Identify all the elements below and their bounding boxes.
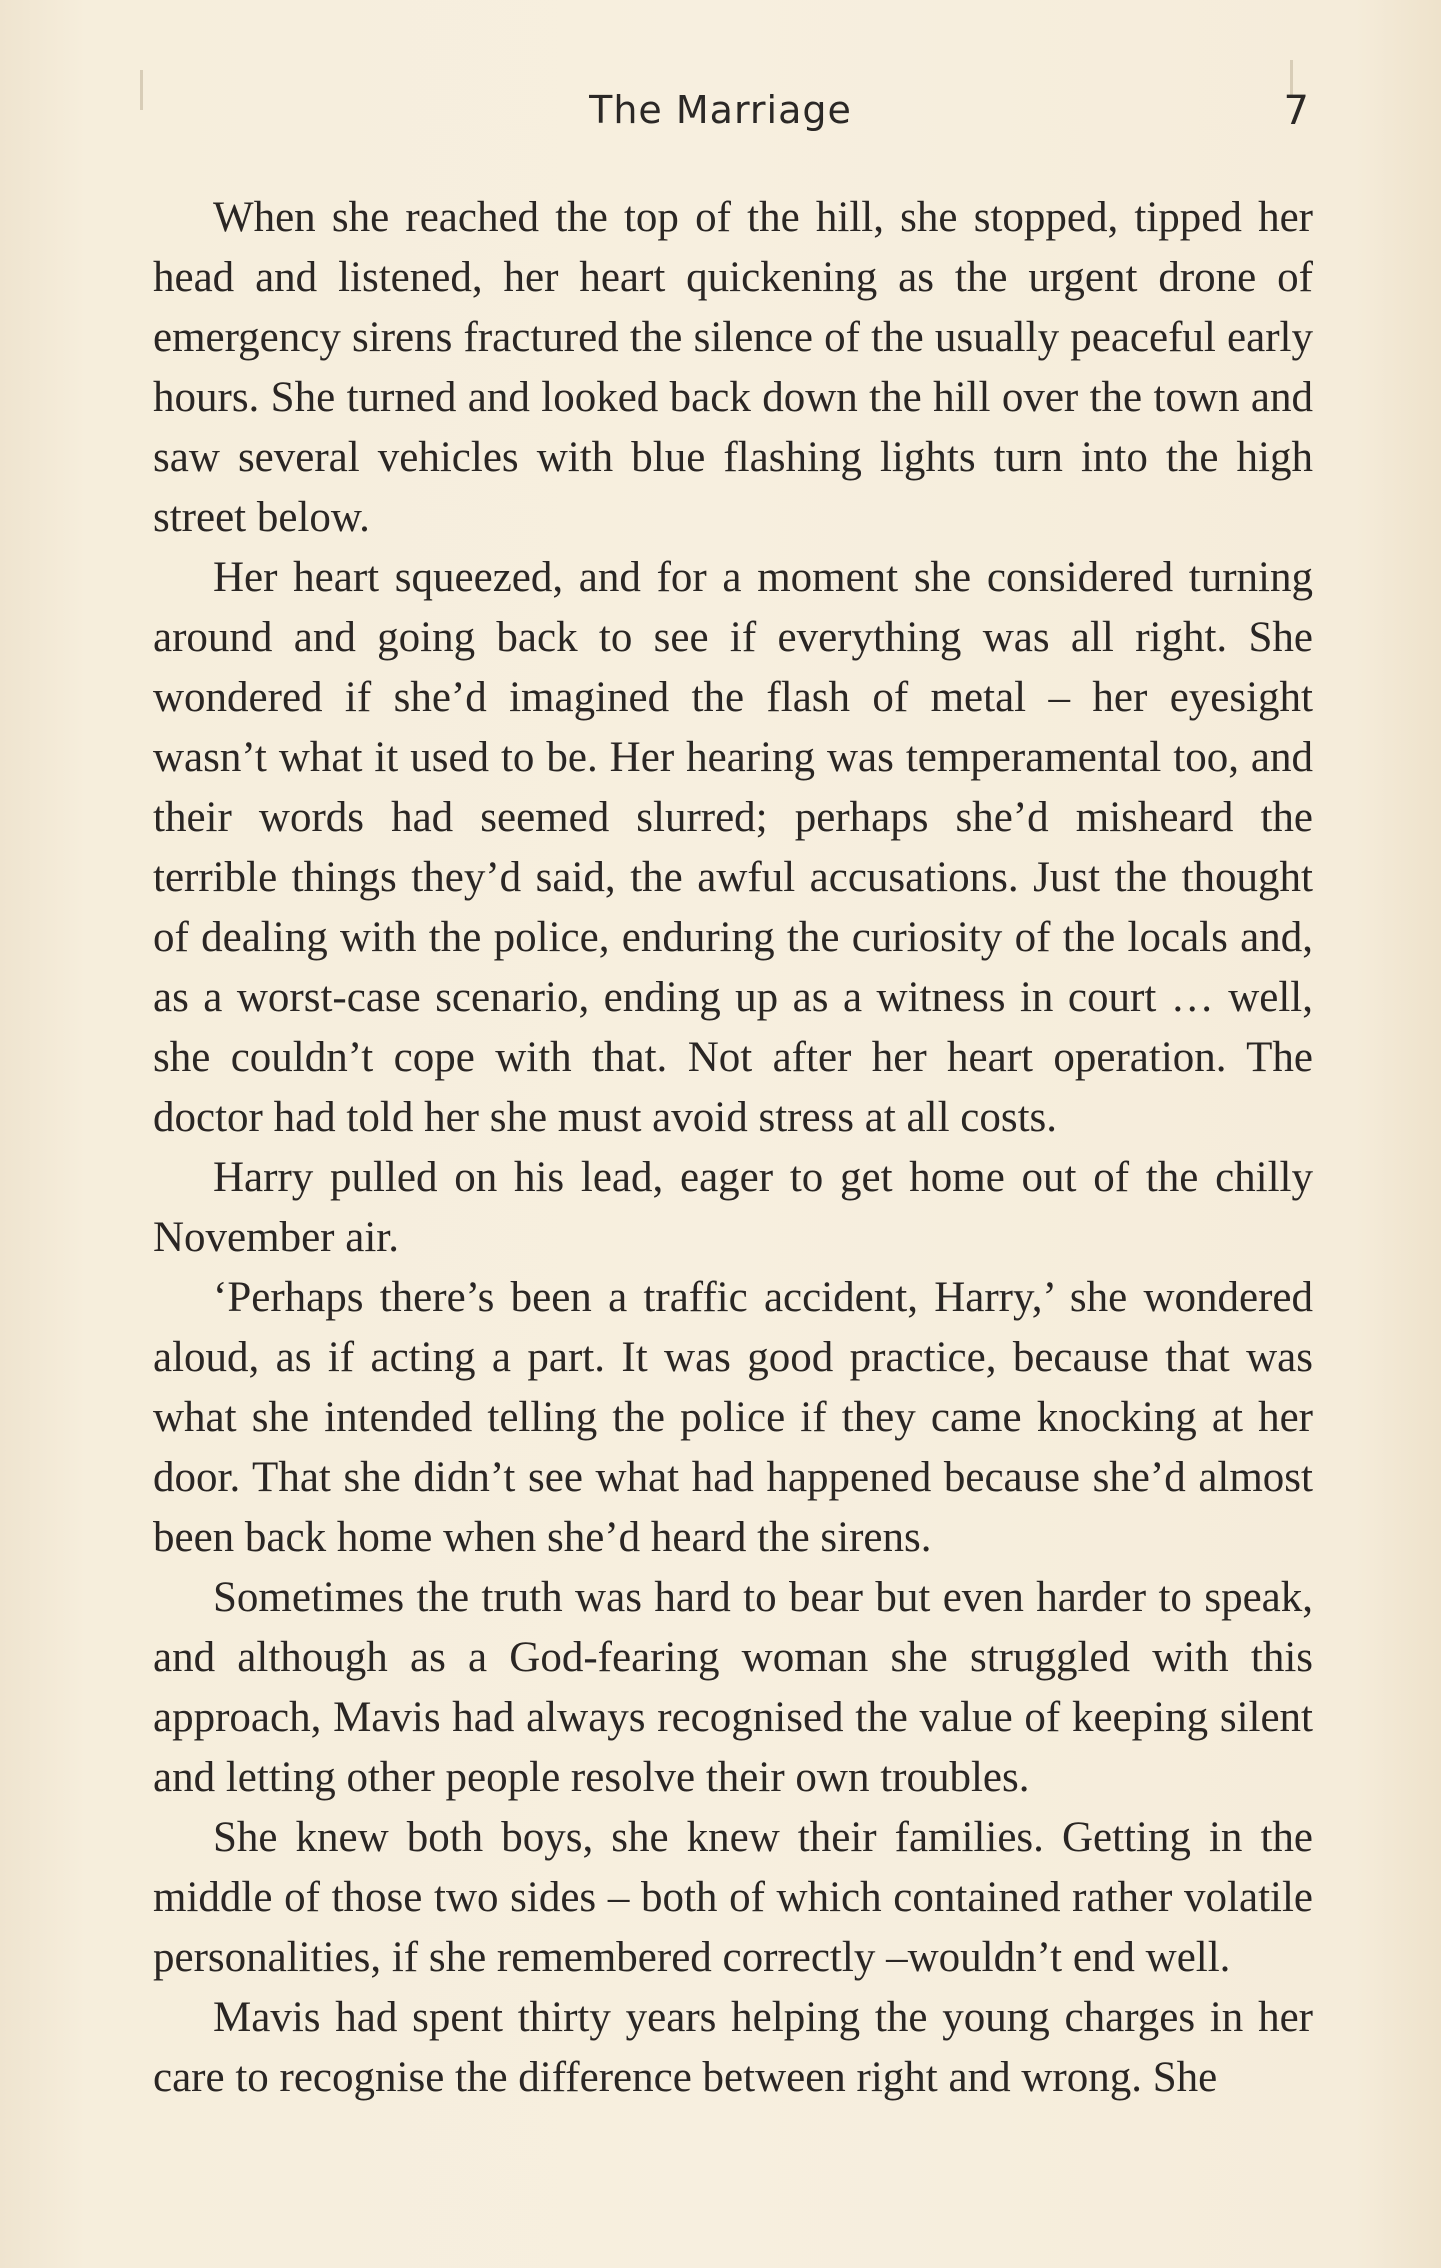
paragraph: Harry pulled on his lead, eager to get home out of the chilly November air.: [153, 1154, 1313, 1261]
paragraph: Sometimes the truth was hard to bear but even harder to speak, and although as a God-fearing woman she struggled with this approach, Mavis had always recognised the value of keeping silent and letting other people resolve their own troubles.: [153, 1574, 1313, 1801]
paragraph: Mavis had spent thirty years helping the young charges in her care to recognise the difference between right and wrong. She: [153, 1994, 1313, 2101]
page-number: 7: [1283, 88, 1309, 134]
paragraph: She knew both boys, she knew their families. Getting in the middle of those two sides – both of which contained rather volatile personalities, if she remembered correctly –wouldn’t end well.: [153, 1814, 1313, 1981]
paragraph: Her heart squeezed, and for a moment she considered turning around and going back to see if everything was all right. She wondered if she’d imagined the flash of metal – her eyesight wasn’t what it used to be. Her hearing was temperamental too, and their words had seemed slurred; perhaps she’d misheard the terrible things they’d said, the awful accusations. Just the thought of dealing with the police, enduring the curiosity of the locals and, as a worst-case scenario, ending up as a witness in court … well, she couldn’t cope with that. Not after her heart operation. The doctor had told her she must avoid stress at all costs.: [153, 554, 1313, 1141]
page-header: [0, 88, 1441, 148]
body-text: [153, 188, 1313, 2108]
paragraph: ‘Perhaps there’s been a traffic accident, Harry,’ she wondered aloud, as if acting a part. It was good practice, because that was what she intended telling the police if they came knocking at her door. That she didn’t see what had happened because she’d almost been back home when she’d heard the sirens.: [153, 1274, 1313, 1561]
running-title: The Marriage: [589, 88, 852, 132]
paragraph: When she reached the top of the hill, she stopped, tipped her head and listened, her heart quickening as the urgent drone of emergency sirens fractured the silence of the usually peaceful early hours. She turned and looked back down the hill over the town and saw several vehicles with blue flashing lights turn into the high street below.: [153, 194, 1313, 541]
